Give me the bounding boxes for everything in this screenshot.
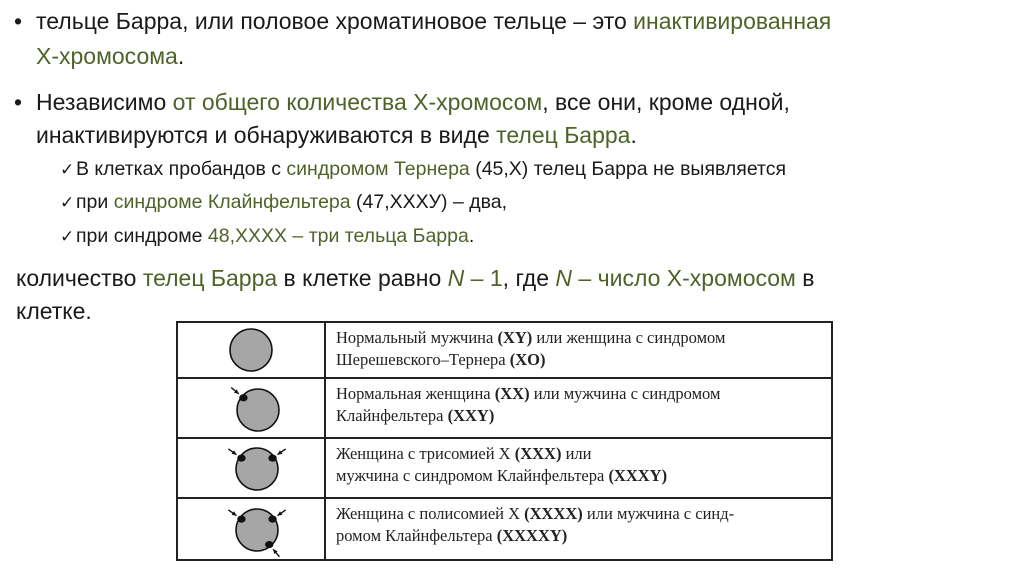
nucleus-1-barr-icon: [178, 379, 324, 437]
nucleus-circle: [236, 448, 278, 490]
row-description: [336, 443, 825, 487]
text-run: ромом Клайнфельтера: [336, 526, 497, 545]
text-run: или: [561, 444, 592, 463]
row-description-line: [336, 465, 825, 487]
karyotype-label: (XXXY): [608, 466, 668, 485]
highlight-text: синдроме Клайнфельтера: [113, 191, 351, 213]
karyotype-label: (XXY): [447, 406, 495, 425]
text-run: , все они, кроме одной,: [542, 89, 790, 115]
text-run: мужчина с синдромом Клайнфельтера: [336, 466, 609, 485]
karyotype-label: (XXX): [514, 444, 562, 463]
text-run: при: [76, 191, 114, 213]
text-run: .: [177, 43, 185, 69]
barr-body: [268, 516, 276, 523]
barr-body: [265, 541, 273, 548]
row-description: [336, 383, 825, 427]
barr-body: [237, 516, 245, 523]
barr-body: [239, 394, 247, 401]
nucleus-cell: [178, 499, 326, 559]
row-description-line: [336, 383, 825, 405]
text-run: клетке.: [16, 298, 92, 324]
subitem-2: [60, 190, 507, 215]
highlight-text: 48,ХХХХ – три тельца Барра: [207, 225, 469, 247]
highlight-text: телец Барра: [142, 265, 278, 291]
barr-body: [237, 455, 245, 462]
row-description: [336, 327, 825, 371]
nucleus-cell: [178, 379, 326, 437]
bullet-2-line-1-text: [36, 89, 790, 115]
nucleus-3-barr-icon: [178, 499, 324, 559]
check-icon: ✓: [60, 160, 75, 180]
subitem-2-text: [76, 191, 507, 213]
bullet-2-line-2-text: [36, 122, 637, 148]
table-row: [178, 323, 831, 379]
highlight-text: N: [555, 265, 573, 291]
karyotype-label: (XXXX): [524, 504, 583, 523]
nucleus-cell: [178, 323, 326, 377]
subitem-3-text: [76, 225, 474, 247]
text-run: количество: [16, 265, 143, 291]
text-run: .: [468, 225, 475, 247]
bullet-marker: •: [14, 8, 23, 34]
subitem-1: [60, 157, 786, 182]
karyotype-label: (XXXXY): [496, 526, 568, 545]
bullet-1-line-1-text: [36, 8, 831, 34]
bullet-1-line-2: [36, 42, 184, 70]
text-run: тельце Барра, или половое хроматиновое тельце – это: [36, 8, 634, 34]
text-run: инактивируются и обнаруживаются в виде: [36, 122, 497, 148]
bullet-2-line-1: [14, 88, 790, 116]
highlight-text: телец Барра: [496, 122, 631, 148]
text-run: в клетке равно: [277, 265, 448, 291]
subitem-3: [60, 224, 474, 249]
text-run: В клетках пробандов с: [76, 158, 287, 180]
table-row: [178, 499, 831, 559]
text-run: или мужчина с синдромом: [529, 384, 721, 403]
row-description: [336, 503, 825, 547]
text-run: или женщина с синдромом: [532, 328, 726, 347]
row-description-line: [336, 525, 825, 547]
text-run: или мужчина с синд-: [582, 504, 735, 523]
subitem-1-text: [76, 158, 786, 180]
highlight-text: – 1: [464, 265, 503, 291]
bullet-1-line-2-text: [36, 43, 184, 69]
highlight-text: инактивированная: [633, 8, 832, 34]
text-run: Нормальный мужчина: [336, 328, 498, 347]
text-run: (47,ХХХУ) – два,: [350, 191, 508, 213]
check-icon: ✓: [60, 193, 75, 213]
check-icon: ✓: [60, 227, 75, 247]
row-description-line: [336, 443, 825, 465]
karyotype-label: (XO): [509, 350, 546, 369]
highlight-text: от общего количества Х-хромосом: [172, 89, 543, 115]
text-run: при синдроме: [76, 225, 208, 247]
karyotype-label: (XX): [494, 384, 530, 403]
nucleus-2-barr-icon: [178, 439, 324, 497]
bullet-1-line-1: [14, 7, 831, 35]
row-description-line: [336, 327, 825, 349]
summary-line-1: [16, 264, 814, 292]
nucleus-circle: [230, 329, 272, 371]
table-row: [178, 439, 831, 499]
highlight-text: синдромом Тернера: [286, 158, 470, 180]
text-run: Независимо: [36, 89, 173, 115]
row-description-line: [336, 405, 825, 427]
highlight-text: Х-хромосома: [36, 43, 178, 69]
bullet-marker: •: [14, 89, 23, 115]
text-run: в: [795, 265, 815, 291]
bullet-2-line-2: [36, 121, 637, 149]
text-run: Нормальная женщина: [336, 384, 495, 403]
text-run: Женщина с трисомией X: [336, 444, 515, 463]
text-run: Клайнфельтера: [336, 406, 448, 425]
highlight-text: N: [447, 265, 465, 291]
summary-line-2: [16, 297, 92, 325]
row-description-line: [336, 503, 825, 525]
highlight-text: – число Х-хромосом: [572, 265, 796, 291]
nucleus-cell: [178, 439, 326, 497]
summary-line-2-text: [16, 298, 92, 324]
summary-line-1-text: [16, 265, 814, 291]
barr-body-table: [176, 321, 833, 561]
table-row: [178, 379, 831, 439]
text-run: Женщина с полисомией X: [336, 504, 525, 523]
text-run: .: [630, 122, 637, 148]
barr-body: [268, 455, 276, 462]
text-run: , где: [502, 265, 556, 291]
text-run: Шерешевского–Тернера: [336, 350, 510, 369]
nucleus-0-barr-icon: [178, 323, 324, 377]
karyotype-label: (XY): [497, 328, 533, 347]
text-run: (45,Х) телец Барра не выявляется: [469, 158, 787, 180]
row-description-line: [336, 349, 825, 371]
